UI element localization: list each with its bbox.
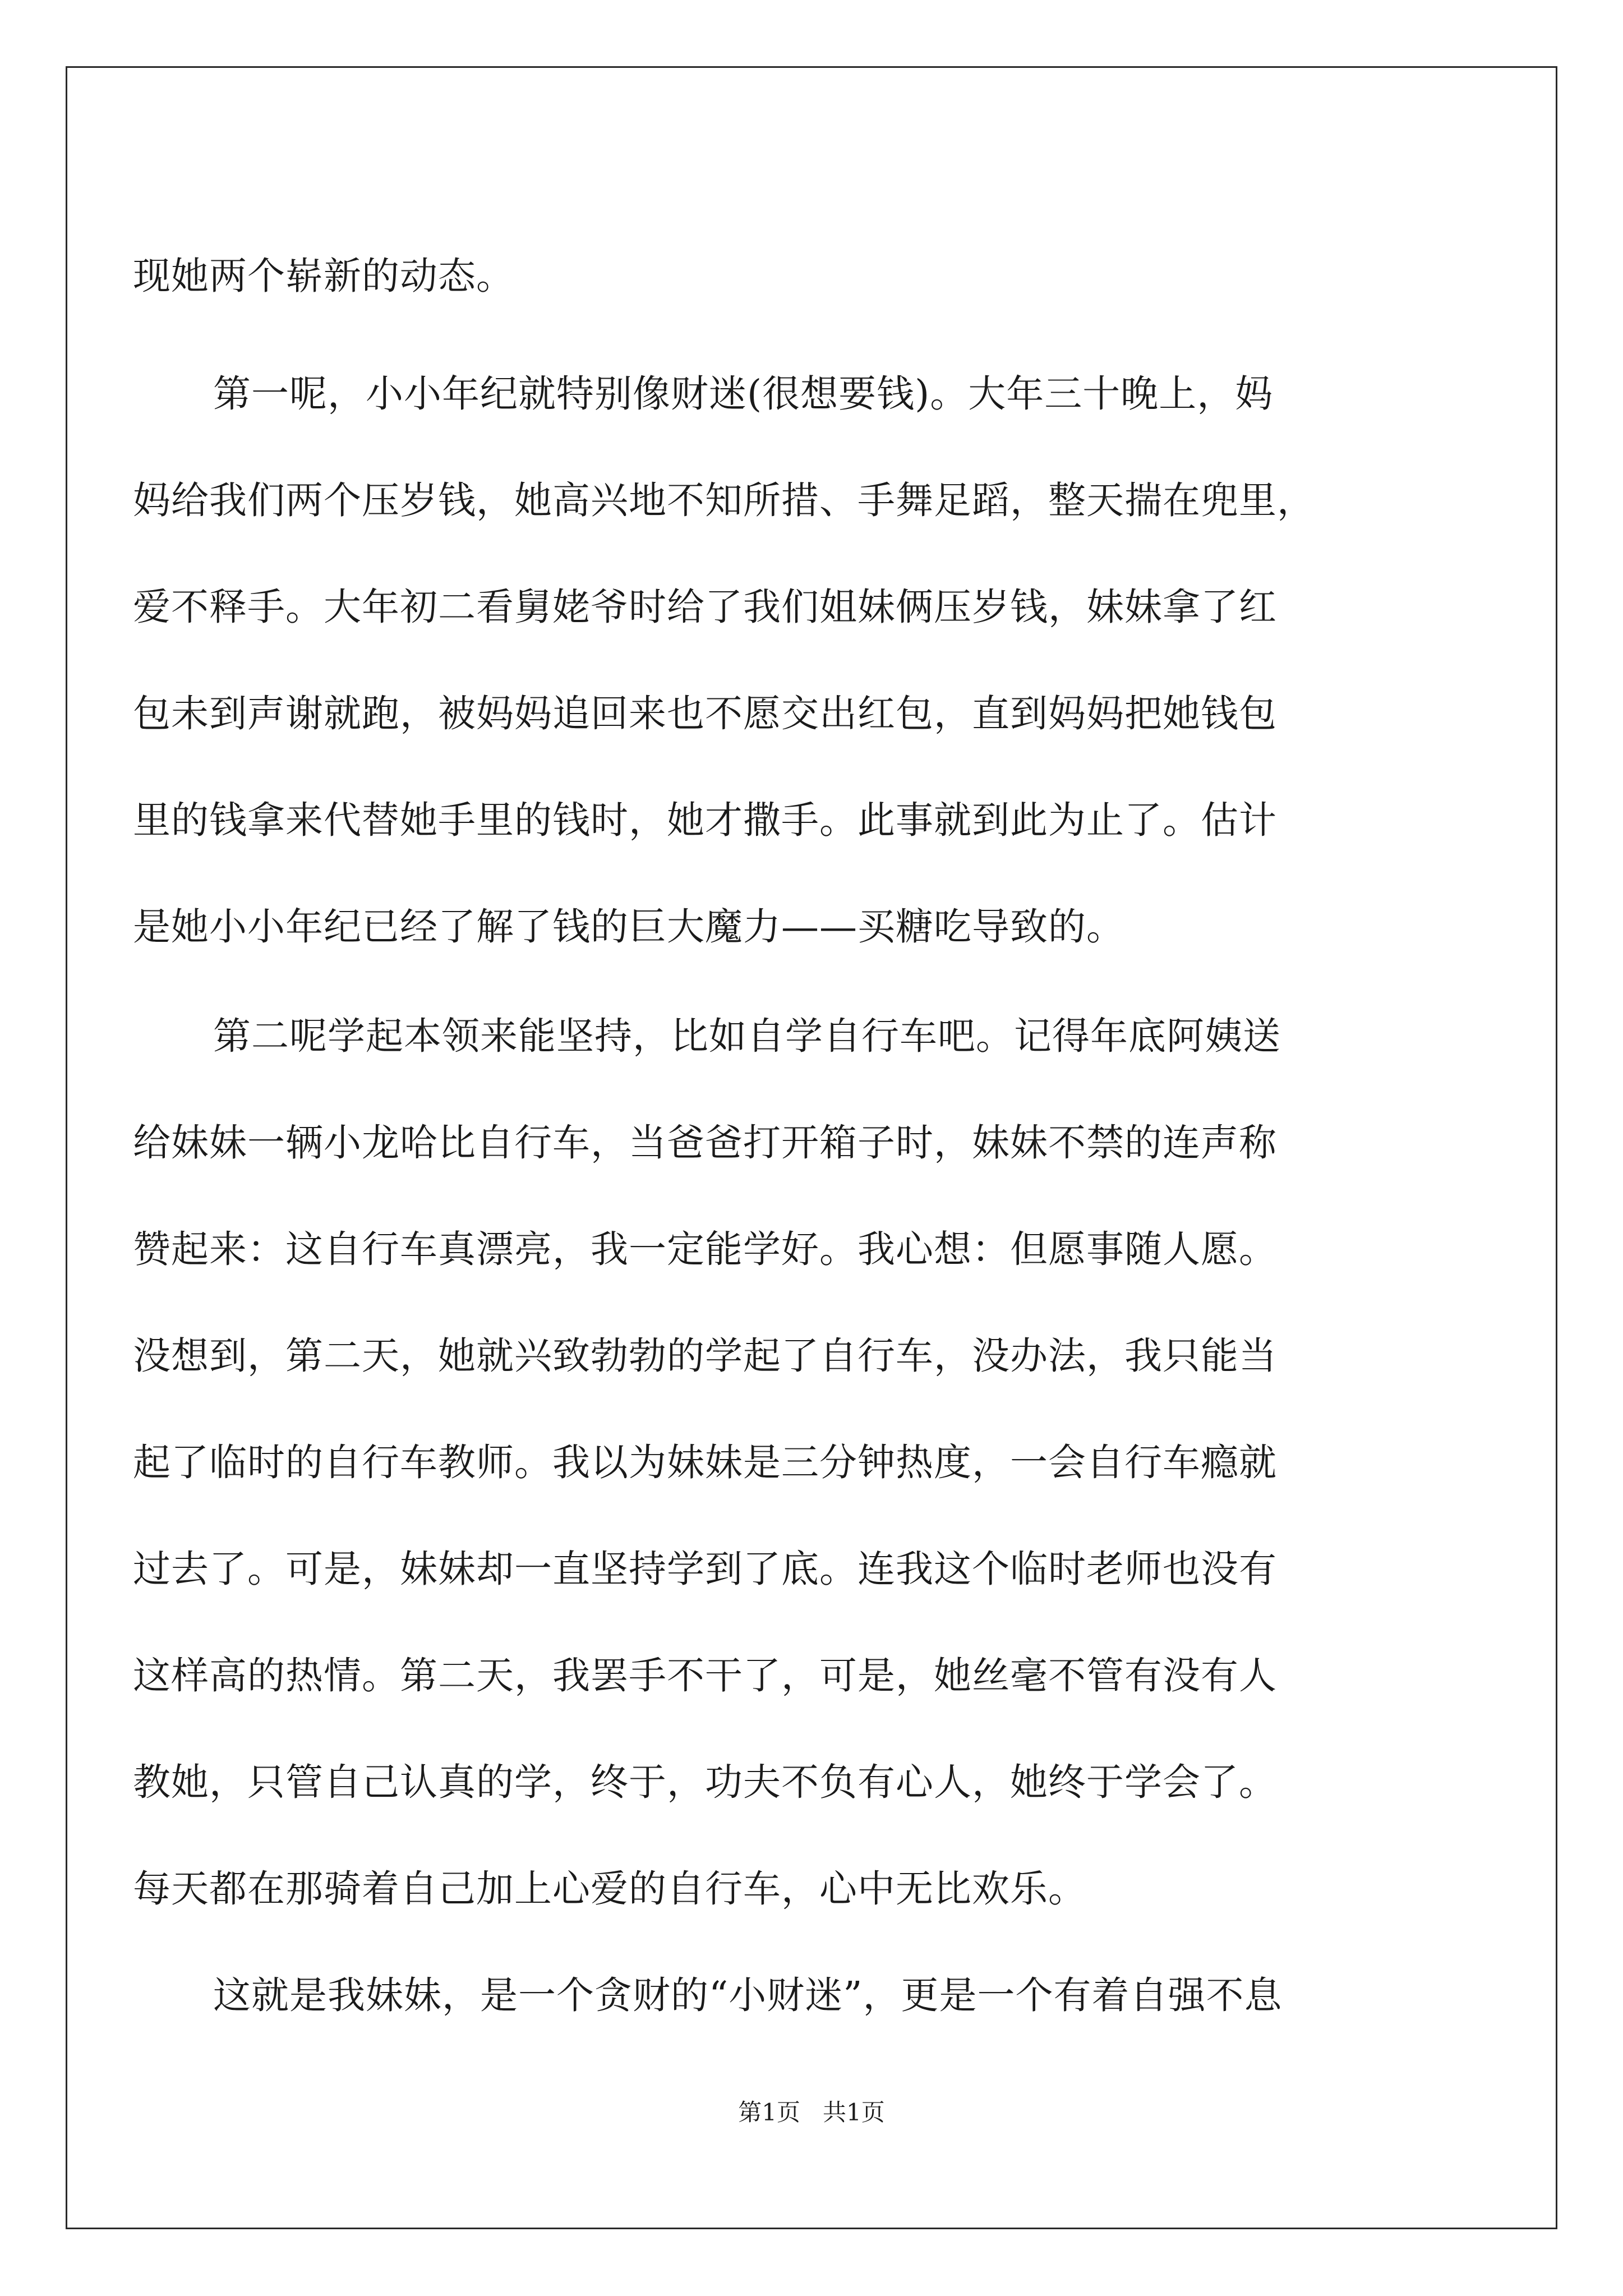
text-line: 包未到声谢就跑，被妈妈追回来也不愿交出红包，直到妈妈把她钱包 — [133, 692, 1277, 735]
text-line: 每天都在那骑着自己加上心爱的自行车，心中无比欢乐。 — [133, 1867, 1086, 1911]
text-line: 现她两个崭新的动态。 — [133, 254, 514, 298]
paragraph-first-line: 第一呢，小小年纪就特别像财迷(很想要钱)。大年三十晚上，妈 — [213, 372, 1274, 416]
paragraph-first-line: 这就是我妹妹，是一个贪财的“小财迷”，更是一个有着自强不息 — [213, 1973, 1283, 2017]
page-number-footer: 第1页 共1页 — [738, 2099, 885, 2126]
text-line: 这样高的热情。第二天，我罢手不干了，可是，她丝毫不管有没有人 — [133, 1654, 1277, 1697]
text-line: 起了临时的自行车教师。我以为妹妹是三分钟热度，一会自行车瘾就 — [133, 1441, 1277, 1484]
text-line: 过去了。可是，妹妹却一直坚持学到了底。连我这个临时老师也没有 — [133, 1547, 1277, 1591]
text-line: 妈给我们两个压岁钱，她高兴地不知所措、手舞足蹈，整天揣在兜里， — [133, 478, 1315, 522]
text-line: 里的钱拿来代替她手里的钱时，她才撒手。此事就到此为止了。估计 — [133, 798, 1277, 842]
text-line: 给妹妹一辆小龙哈比自行车，当爸爸打开箱子时，妹妹不禁的连声称 — [133, 1121, 1277, 1165]
text-line: 教她，只管自己认真的学，终于，功夫不负有心人，她终于学会了。 — [133, 1760, 1277, 1804]
text-line: 没想到，第二天，她就兴致勃勃的学起了自行车，没办法，我只能当 — [133, 1334, 1277, 1378]
paragraph-first-line: 第二呢学起本领来能坚持，比如自学自行车吧。记得年底阿姨送 — [213, 1014, 1281, 1058]
text-line: 赞起来：这自行车真漂亮，我一定能学好。我心想：但愿事随人愿。 — [133, 1227, 1277, 1271]
text-line: 是她小小年纪已经了解了钱的巨大魔力——买糖吃导致的。 — [133, 905, 1124, 949]
text-line: 爱不释手。大年初二看舅姥爷时给了我们姐妹俩压岁钱，妹妹拿了红 — [133, 585, 1277, 629]
